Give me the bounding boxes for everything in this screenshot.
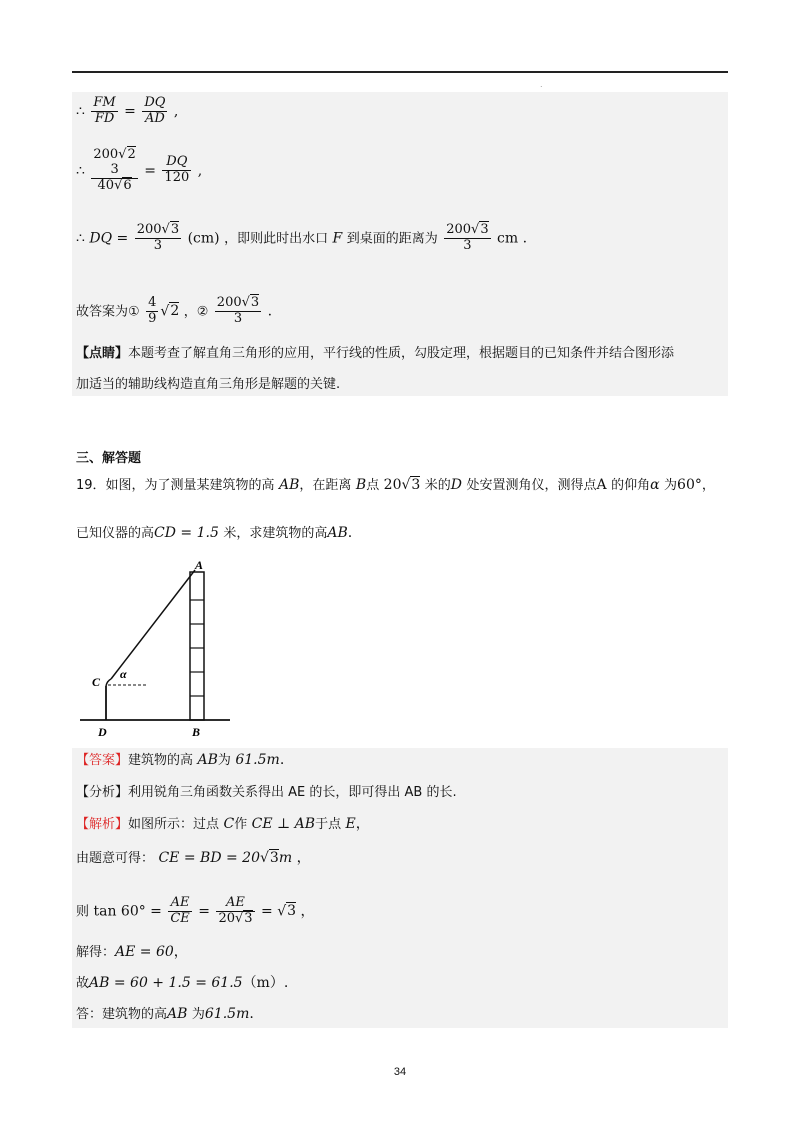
label-C: C — [92, 675, 101, 689]
fraction: $\frac{DQ}{AD}$ — [144, 95, 166, 126]
fraction: 200√2 3 40√6 — [93, 147, 136, 193]
fraction: $\frac{AE}{CE}$ — [170, 895, 190, 926]
page-number: 34 — [393, 1066, 407, 1078]
sight-line — [111, 570, 195, 679]
explanation-line: 【解析】如图所示：过点 C作 CE ⊥ AB于点 E， — [76, 816, 370, 832]
tan-line: 则 tan 60° = $\frac{AE}{CE}$ = $\frac{AE}{20√3}$ = √3 ， — [76, 895, 315, 926]
label-A: A — [195, 558, 204, 572]
comment-line-2: 加适当的辅助线构造直角三角形是解题的关键. — [76, 377, 341, 392]
answer-line: 【答案】建筑物的高 AB为 61.5m. — [76, 752, 285, 768]
header-dot: . — [540, 80, 543, 89]
fraction: $\frac{4}{9}$ — [148, 295, 157, 326]
ratio-line-2: ∴ 200√2 3 40√6 = $\frac{DQ}{120}$ , — [76, 147, 203, 193]
q19-line-2: 已知仪器的高CD = 1.5 米，求建筑物的高AB. — [76, 525, 353, 541]
building — [190, 572, 204, 720]
prev-answer-line: 故答案为① $\frac{4}{9}$ √2 ，② $\frac{200√3}{3}$ . — [76, 295, 273, 326]
comment-line-1: 【点睛】本题考查了解直角三角形的应用，平行线的性质，勾股定理，根据题目的已知条件并结合图形添 — [76, 346, 675, 361]
section-title: 三、解答题 — [76, 451, 142, 466]
label-alpha: α — [120, 667, 127, 681]
label-B: B — [192, 725, 201, 739]
final-answer-line: 答：建筑物的高AB 为61.5m. — [76, 1006, 254, 1022]
fraction: $\frac{200√3}{3}$ — [216, 295, 260, 326]
q19-line-1: 19．如图，为了测量某建筑物的高 AB，在距离 B点 20√3 米的D 处安置测角仪，测得点A 的仰角α 为60°， — [76, 477, 715, 493]
fraction: $\frac{AE}{20√3}$ — [218, 895, 253, 926]
label-D: D — [98, 725, 107, 739]
analysis-line: 【分析】利用锐角三角函数关系得出 AE 的长，即可得出 AB 的长. — [76, 785, 457, 800]
result-line: 故AB = 60 + 1.5 = 61.5（m）. — [76, 975, 289, 991]
ratio-line-1: ∴ $\frac{FM}{FD}$ = $\frac{DQ}{AD}$ , — [76, 95, 179, 126]
building-figure — [80, 558, 240, 743]
solve-line: 解得：AE = 60， — [76, 944, 188, 960]
fraction: $\frac{200√3}{3}$ — [446, 222, 489, 253]
header-rule — [72, 71, 728, 73]
dq-result-line: ∴ DQ = $\frac{200√3}{3}$ (cm) ，即则此时出水口 F 到桌面的距离为 $\frac{200√3}{3}$ cm . — [76, 222, 528, 253]
fraction: $\frac{DQ}{120}$ — [164, 154, 190, 186]
given-line: 由题意可得： CE = BD = 20√3m ， — [76, 850, 311, 866]
fraction: $\frac{200√3}{3}$ — [136, 222, 180, 253]
fraction: $\frac{FM}{FD}$ — [93, 95, 116, 126]
